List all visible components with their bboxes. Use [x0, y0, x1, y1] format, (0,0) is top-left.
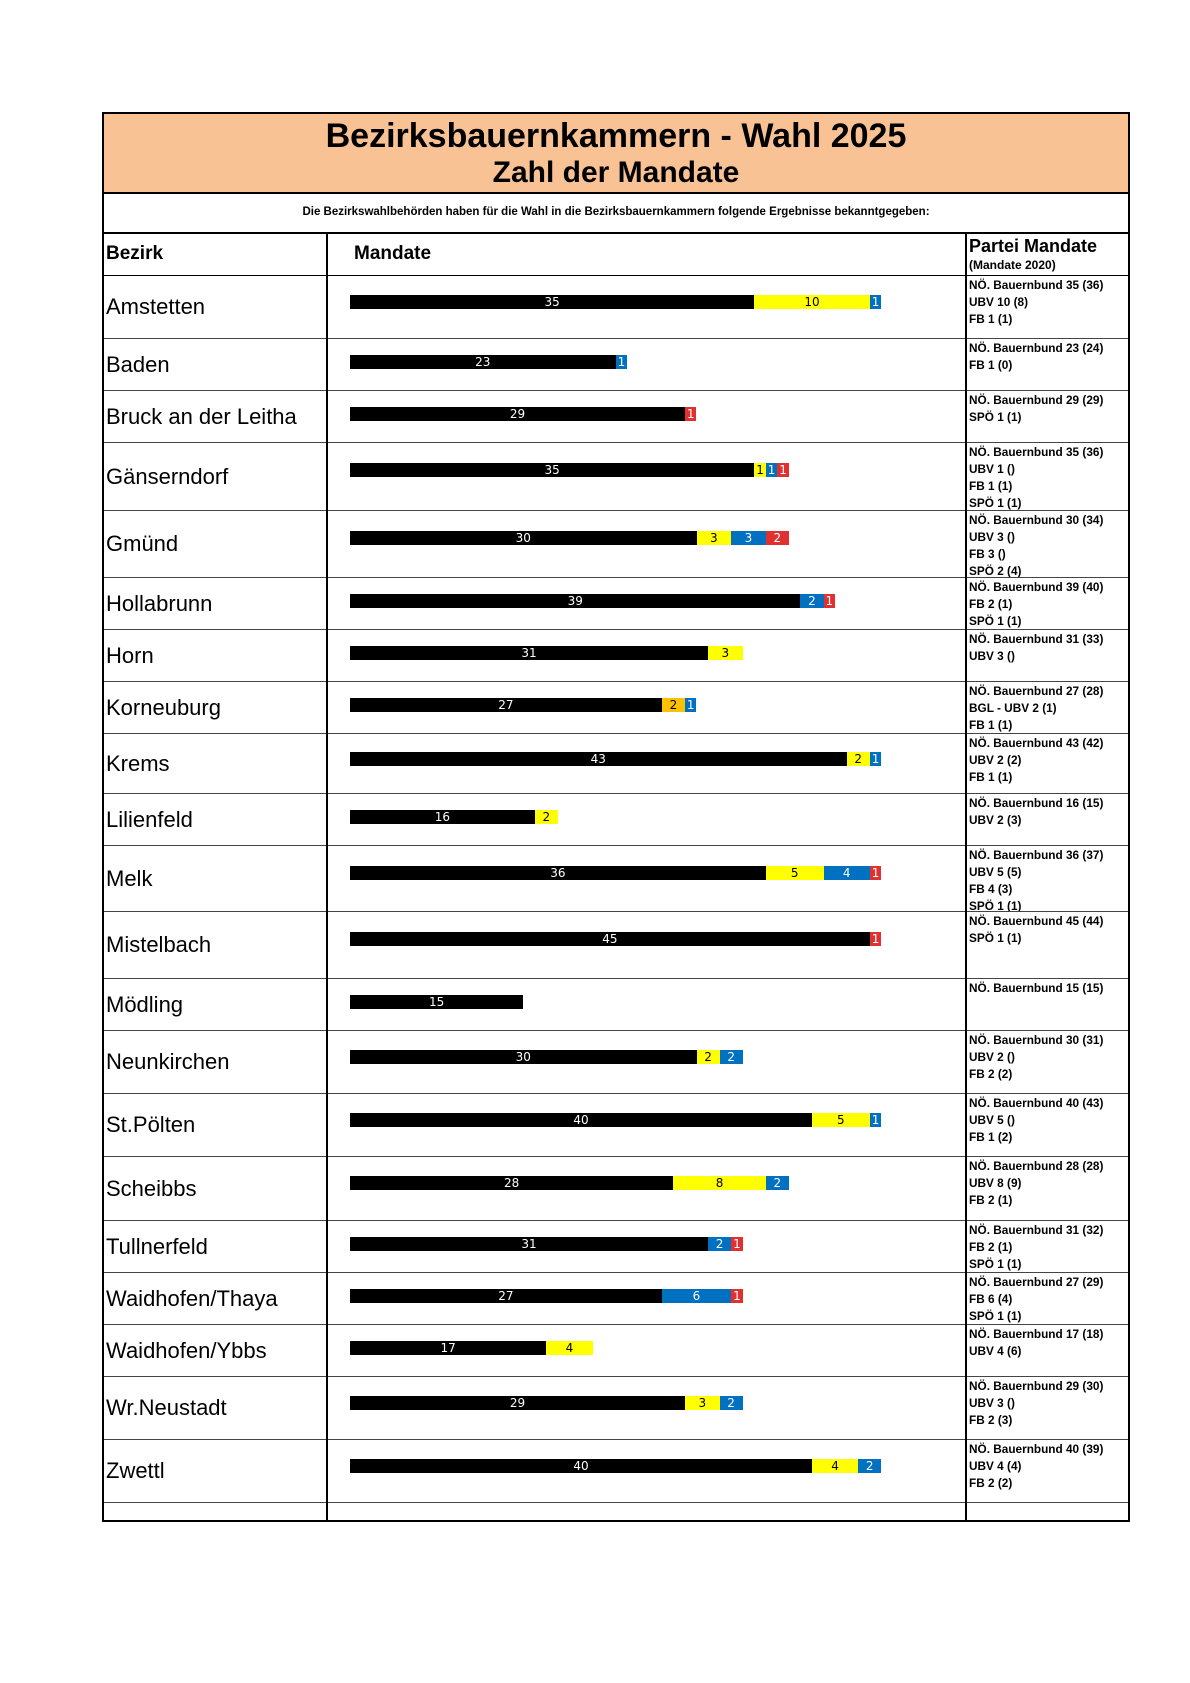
- data-label: 29: [509, 1396, 526, 1410]
- party-mandate-list: [969, 1274, 1127, 1324]
- district-name: Amstetten: [106, 294, 206, 319]
- column-header-bezirk: Bezirk: [104, 232, 326, 276]
- party-mandate-entry: UBV 8 (9): [969, 1176, 1022, 1190]
- district-name: Zwettl: [106, 1458, 165, 1483]
- party-mandate-entry: UBV 2 (): [969, 1050, 1015, 1064]
- party-mandate-entry: FB 2 (1): [969, 597, 1013, 611]
- bar-segment-ubv: [697, 1050, 720, 1064]
- party-mandate-list: [969, 980, 1127, 1030]
- district-row: [104, 1157, 1128, 1221]
- bar-segment-fb: [858, 1459, 881, 1473]
- party-mandate-entry: NÖ. Bauernbund 45 (44): [969, 914, 1104, 928]
- data-label: 23: [475, 355, 491, 369]
- district-name: Wr.Neustadt: [106, 1395, 227, 1420]
- data-label: 35: [544, 295, 560, 309]
- column-divider: [326, 232, 328, 1520]
- party-mandate-entry: SPÖ 1 (1): [969, 1257, 1022, 1271]
- party-mandate-entry: FB 3 (): [969, 547, 1006, 561]
- data-label: 2: [854, 752, 862, 766]
- district-name: Waidhofen/Thaya: [106, 1285, 278, 1311]
- data-label: 4: [831, 1459, 839, 1473]
- mandate-bar: [350, 1396, 743, 1410]
- party-mandate-entry: NÖ. Bauernbund 40 (43): [969, 1096, 1104, 1110]
- bar-segment-fb: [870, 752, 882, 766]
- party-mandate-entry: UBV 3 (): [969, 1396, 1015, 1410]
- district-row: [104, 443, 1128, 511]
- mandate-bar: [350, 407, 696, 421]
- district-name: Baden: [106, 351, 170, 377]
- data-label: 40: [573, 1113, 589, 1127]
- party-mandate-entry: NÖ. Bauernbund 30 (31): [969, 1033, 1104, 1047]
- bar-segment-fb: [800, 594, 823, 608]
- data-label: 43: [590, 752, 606, 766]
- party-mandate-entry: NÖ. Bauernbund 17 (18): [969, 1327, 1104, 1341]
- party-mandate-entry: FB 4 (3): [969, 882, 1013, 896]
- party-mandate-list: [969, 1378, 1127, 1439]
- bar-segment-ubv: [812, 1113, 870, 1127]
- data-label: 1: [779, 463, 787, 477]
- intro-note: Die Bezirkswahlbehörden haben für die Wahl in die Bezirksbauernkammern folgende Ergebnisse bekanntgegeben:: [104, 192, 1128, 234]
- data-label: 40: [573, 1459, 589, 1473]
- party-mandate-entry: UBV 4 (4): [969, 1459, 1022, 1473]
- district-row: [104, 578, 1128, 630]
- party-mandate-entry: UBV 5 (5): [969, 865, 1022, 879]
- party-mandate-entry: NÖ. Bauernbund 35 (36): [969, 278, 1104, 292]
- bar-segment-fb: [720, 1050, 743, 1064]
- mandate-bar: [350, 810, 558, 824]
- district-name: Mödling: [106, 991, 184, 1017]
- data-label: 1: [871, 932, 880, 946]
- bar-segment-bgl-ubv: [662, 698, 685, 712]
- party-mandate-entry: NÖ. Bauernbund 27 (28): [969, 684, 1104, 698]
- data-label: 10: [804, 295, 820, 309]
- bar-segment-spoe: [731, 1289, 743, 1303]
- party-mandate-entry: NÖ. Bauernbund 29 (30): [969, 1379, 1104, 1393]
- party-mandate-list: [969, 795, 1127, 845]
- district-row: [104, 1031, 1128, 1094]
- data-label: 35: [544, 463, 560, 477]
- bar-segment-fb: [708, 1237, 731, 1251]
- district-name: Mistelbach: [106, 932, 212, 957]
- bar-segment-noe-bauernbund: [350, 463, 754, 477]
- data-label: 1: [871, 295, 880, 309]
- mandate-bar: [350, 1050, 743, 1064]
- data-label: 36: [550, 866, 566, 880]
- results-sheet: [102, 112, 1130, 1522]
- district-row: [104, 912, 1128, 979]
- bar-segment-noe-bauernbund: [350, 531, 697, 545]
- party-mandate-entry: SPÖ 1 (1): [969, 614, 1022, 628]
- party-mandate-entry: SPÖ 2 (4): [969, 564, 1022, 577]
- column-header-partei: [967, 232, 1128, 276]
- bar-segment-fb: [766, 463, 778, 477]
- party-mandate-entry: NÖ. Bauernbund 23 (24): [969, 341, 1104, 355]
- mandate-bar: [350, 995, 523, 1009]
- party-mandate-list: [969, 340, 1127, 390]
- bar-segment-ubv: [754, 463, 766, 477]
- party-mandate-entry: NÖ. Bauernbund 29 (29): [969, 393, 1104, 407]
- party-mandate-list: [969, 1032, 1127, 1093]
- district-row: [104, 1094, 1128, 1157]
- data-label: 6: [692, 1289, 701, 1303]
- mandate-bar: [350, 1176, 789, 1190]
- district-row: [104, 630, 1128, 682]
- bar-segment-noe-bauernbund: [350, 866, 766, 880]
- party-mandate-entry: FB 1 (2): [969, 1130, 1013, 1144]
- district-row: [104, 276, 1128, 339]
- bar-segment-noe-bauernbund: [350, 1113, 812, 1127]
- data-label: 5: [837, 1113, 845, 1127]
- bar-segment-ubv: [673, 1176, 765, 1190]
- party-mandate-entry: UBV 1 (): [969, 462, 1015, 476]
- party-mandate-entry: FB 1 (1): [969, 479, 1013, 493]
- party-mandate-list: [969, 683, 1127, 733]
- bar-segment-fb: [616, 355, 628, 369]
- data-label: 45: [602, 932, 618, 946]
- data-label: 31: [521, 1237, 537, 1251]
- party-mandate-list: [969, 1326, 1127, 1376]
- data-label: 29: [509, 407, 526, 421]
- mandate-bar: [350, 463, 789, 477]
- party-mandate-entry: FB 1 (0): [969, 358, 1013, 372]
- district-name: Gmünd: [106, 531, 179, 556]
- bar-segment-fb: [662, 1289, 731, 1303]
- data-label: 27: [498, 1289, 514, 1303]
- party-mandate-entry: SPÖ 1 (1): [969, 899, 1022, 911]
- bar-segment-spoe: [766, 531, 789, 545]
- data-label: 16: [434, 810, 451, 824]
- bar-segment-ubv: [708, 646, 743, 660]
- data-label: 1: [825, 594, 834, 608]
- data-label: 3: [710, 531, 718, 545]
- district-name: Scheibbs: [106, 1175, 197, 1201]
- party-mandate-entry: NÖ. Bauernbund 31 (32): [969, 1223, 1104, 1237]
- data-label: 2: [808, 594, 816, 608]
- party-mandate-list: [969, 444, 1127, 510]
- data-label: 2: [727, 1396, 735, 1410]
- bar-segment-ubv: [754, 295, 870, 309]
- bar-segment-spoe: [824, 594, 836, 608]
- mandate-bar: [350, 698, 696, 712]
- column-header-partei-sub: (Mandate 2020): [969, 258, 1056, 272]
- bar-segment-ubv: [766, 866, 824, 880]
- bar-segment-ubv: [546, 1341, 592, 1355]
- party-mandate-list: [969, 631, 1127, 681]
- mandate-bar: [350, 752, 881, 766]
- district-row: [104, 1273, 1128, 1325]
- district-row: [104, 339, 1128, 391]
- mandate-bar: [350, 1289, 743, 1303]
- party-mandate-list: [969, 1222, 1127, 1272]
- data-label: 1: [767, 463, 776, 477]
- data-label: 2: [715, 1237, 724, 1251]
- data-label: 1: [871, 866, 880, 880]
- bar-segment-noe-bauernbund: [350, 355, 616, 369]
- bar-segment-fb: [824, 866, 870, 880]
- district-name: Tullnerfeld: [106, 1233, 208, 1259]
- column-divider: [965, 232, 967, 1520]
- party-mandate-entry: UBV 2 (2): [969, 753, 1022, 767]
- bar-segment-ubv: [812, 1459, 858, 1473]
- bar-segment-ubv: [697, 531, 732, 545]
- party-mandate-entry: NÖ. Bauernbund 16 (15): [969, 796, 1104, 810]
- party-mandate-entry: SPÖ 1 (1): [969, 410, 1022, 424]
- district-row: [104, 734, 1128, 794]
- district-name: Melk: [106, 865, 153, 891]
- mandate-bar: [350, 932, 881, 946]
- bar-segment-noe-bauernbund: [350, 1237, 708, 1251]
- district-name: Horn: [106, 642, 154, 668]
- page-subtitle: Zahl der Mandate: [492, 156, 740, 189]
- district-row: [104, 682, 1128, 734]
- party-mandate-entry: FB 1 (1): [969, 770, 1013, 784]
- data-label: 3: [744, 531, 753, 545]
- district-row: [104, 794, 1128, 846]
- party-mandate-entry: FB 1 (1): [969, 718, 1013, 732]
- bar-segment-fb: [731, 531, 766, 545]
- data-label: 15: [428, 995, 445, 1009]
- party-mandate-entry: FB 2 (2): [969, 1067, 1013, 1081]
- district-row: [104, 1221, 1128, 1273]
- party-mandate-entry: NÖ. Bauernbund 40 (39): [969, 1442, 1104, 1456]
- bar-segment-noe-bauernbund: [350, 810, 535, 824]
- bar-segment-noe-bauernbund: [350, 295, 754, 309]
- bar-segment-noe-bauernbund: [350, 407, 685, 421]
- mandate-bar: [350, 1341, 593, 1355]
- bar-segment-ubv: [847, 752, 870, 766]
- party-mandate-entry: NÖ. Bauernbund 31 (33): [969, 632, 1104, 646]
- party-mandate-entry: UBV 3 (): [969, 649, 1015, 663]
- district-name: Neunkirchen: [106, 1049, 230, 1074]
- party-mandate-entry: NÖ. Bauernbund 15 (15): [969, 981, 1104, 995]
- district-row: [104, 1377, 1128, 1440]
- party-mandate-entry: NÖ. Bauernbund 36 (37): [969, 848, 1104, 862]
- bar-segment-spoe: [731, 1237, 743, 1251]
- bar-segment-spoe: [685, 407, 697, 421]
- data-label: 1: [617, 355, 626, 369]
- bar-segment-noe-bauernbund: [350, 1289, 662, 1303]
- party-mandate-entry: NÖ. Bauernbund 39 (40): [969, 580, 1104, 594]
- mandate-bar: [350, 866, 881, 880]
- party-mandate-entry: FB 2 (3): [969, 1413, 1013, 1427]
- data-label: 2: [773, 1176, 782, 1190]
- data-label: 1: [686, 407, 695, 421]
- column-header-partei-title: Partei Mandate: [969, 236, 1098, 256]
- district-row: [104, 979, 1128, 1031]
- mandate-bar: [350, 531, 789, 545]
- district-name: Lilienfeld: [106, 806, 193, 832]
- bar-segment-noe-bauernbund: [350, 698, 662, 712]
- bar-segment-noe-bauernbund: [350, 752, 847, 766]
- data-label: 2: [542, 810, 551, 824]
- data-label: 1: [756, 463, 764, 477]
- bar-segment-fb: [766, 1176, 789, 1190]
- data-label: 3: [698, 1396, 707, 1410]
- bar-segment-spoe: [777, 463, 789, 477]
- district-row: [104, 511, 1128, 578]
- party-mandate-list: [969, 579, 1127, 629]
- district-name: Hollabrunn: [106, 590, 213, 616]
- column-header-mandate: Mandate: [328, 232, 965, 276]
- data-label: 2: [727, 1050, 735, 1064]
- party-mandate-entry: NÖ. Bauernbund 43 (42): [969, 736, 1104, 750]
- data-label: 1: [733, 1237, 741, 1251]
- bar-segment-noe-bauernbund: [350, 1396, 685, 1410]
- party-mandate-entry: FB 2 (1): [969, 1193, 1013, 1207]
- party-mandate-entry: FB 1 (1): [969, 312, 1013, 326]
- data-label: 30: [515, 531, 531, 545]
- bar-segment-noe-bauernbund: [350, 1050, 697, 1064]
- party-mandate-list: [969, 913, 1127, 978]
- data-label: 1: [733, 1289, 741, 1303]
- district-row: [104, 1440, 1128, 1503]
- data-label: 8: [715, 1176, 724, 1190]
- party-mandate-entry: FB 6 (4): [969, 1292, 1013, 1306]
- party-mandate-entry: NÖ. Bauernbund 35 (36): [969, 445, 1104, 459]
- party-mandate-list: [969, 847, 1127, 911]
- bar-segment-noe-bauernbund: [350, 995, 523, 1009]
- data-label: 2: [704, 1050, 712, 1064]
- bar-segment-fb: [685, 698, 697, 712]
- district-row: [104, 391, 1128, 443]
- party-mandate-entry: NÖ. Bauernbund 27 (29): [969, 1275, 1104, 1289]
- party-mandate-list: [969, 1441, 1127, 1502]
- bar-segment-fb: [720, 1396, 743, 1410]
- mandate-bar: [350, 1459, 881, 1473]
- bar-segment-fb: [870, 295, 882, 309]
- bar-segment-noe-bauernbund: [350, 646, 708, 660]
- data-label: 2: [865, 1459, 874, 1473]
- bar-segment-noe-bauernbund: [350, 1459, 812, 1473]
- district-name: Waidhofen/Ybbs: [106, 1337, 267, 1363]
- party-mandate-entry: SPÖ 1 (1): [969, 496, 1022, 510]
- data-label: 3: [721, 646, 730, 660]
- page-title: Bezirksbauernkammern - Wahl 2025: [325, 117, 907, 155]
- party-mandate-list: [969, 277, 1127, 338]
- data-label: 2: [669, 698, 678, 712]
- bar-segment-spoe: [870, 932, 882, 946]
- party-mandate-list: [969, 1158, 1127, 1220]
- data-label: 1: [871, 752, 880, 766]
- data-label: 39: [567, 594, 583, 608]
- data-label: 31: [521, 646, 537, 660]
- mandate-bar: [350, 1113, 881, 1127]
- party-mandate-entry: UBV 2 (3): [969, 813, 1022, 827]
- mandate-bar: [350, 295, 881, 309]
- data-label: 5: [790, 866, 799, 880]
- title-banner: [104, 114, 1128, 194]
- party-mandate-entry: NÖ. Bauernbund 30 (34): [969, 513, 1104, 527]
- data-label: 4: [842, 866, 851, 880]
- data-label: 17: [440, 1341, 456, 1355]
- party-mandate-list: [969, 392, 1127, 442]
- bar-segment-spoe: [870, 866, 882, 880]
- party-mandate-entry: UBV 5 (): [969, 1113, 1015, 1127]
- district-name: Gänserndorf: [106, 463, 229, 489]
- bar-segment-noe-bauernbund: [350, 932, 870, 946]
- party-mandate-entry: SPÖ 1 (1): [969, 931, 1022, 945]
- bar-segment-noe-bauernbund: [350, 594, 800, 608]
- data-label: 27: [498, 698, 514, 712]
- data-label: 28: [504, 1176, 520, 1190]
- district-name: St.Pölten: [106, 1112, 196, 1137]
- mandate-bar: [350, 1237, 743, 1251]
- mandate-bar: [350, 594, 835, 608]
- data-label: 1: [686, 698, 695, 712]
- party-mandate-entry: NÖ. Bauernbund 28 (28): [969, 1159, 1104, 1173]
- party-mandate-entry: UBV 3 (): [969, 530, 1015, 544]
- bar-segment-ubv: [535, 810, 558, 824]
- data-label: 1: [871, 1113, 880, 1127]
- mandate-bar: [350, 646, 743, 660]
- bar-segment-noe-bauernbund: [350, 1341, 546, 1355]
- party-mandate-entry: UBV 10 (8): [969, 295, 1029, 309]
- data-label: 2: [773, 531, 782, 545]
- party-mandate-entry: SPÖ 1 (1): [969, 1309, 1022, 1323]
- district-name: Bruck an der Leitha: [106, 403, 297, 429]
- party-mandate-entry: FB 2 (1): [969, 1240, 1013, 1254]
- party-mandate-entry: FB 2 (2): [969, 1476, 1013, 1490]
- bar-segment-noe-bauernbund: [350, 1176, 673, 1190]
- district-row: [104, 1325, 1128, 1377]
- district-row: [104, 846, 1128, 912]
- mandate-bar: [350, 355, 627, 369]
- data-label: 30: [515, 1050, 531, 1064]
- party-mandate-entry: BGL - UBV 2 (1): [969, 701, 1057, 715]
- bar-segment-fb: [870, 1113, 882, 1127]
- district-name: Krems: [106, 750, 170, 776]
- district-name: Korneuburg: [106, 694, 221, 720]
- party-mandate-list: [969, 512, 1127, 577]
- party-mandate-list: [969, 1095, 1127, 1156]
- bar-segment-ubv: [685, 1396, 720, 1410]
- party-mandate-entry: UBV 4 (6): [969, 1344, 1022, 1358]
- data-label: 4: [565, 1341, 574, 1355]
- party-mandate-list: [969, 735, 1127, 793]
